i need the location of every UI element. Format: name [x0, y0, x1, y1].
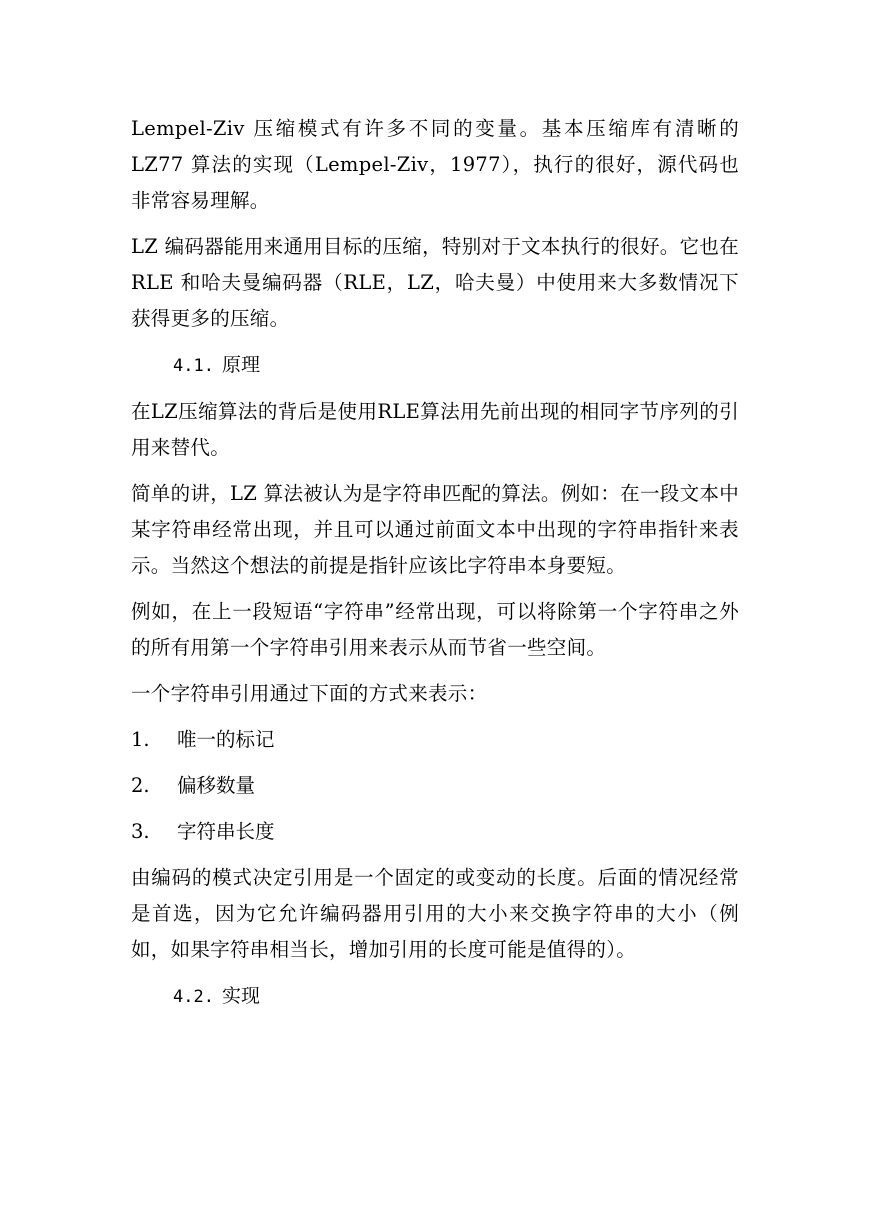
list-text: 字符串长度 [177, 820, 275, 843]
list-number: 2. [131, 774, 150, 797]
list-number: 1. [131, 728, 150, 751]
paragraph-intro-lempel-ziv: Lempel-Ziv 压缩模式有许多不同的变量。基本压缩库有清晰的 LZ77 算法的实现（Lempel-Ziv，1977），执行的很好，源代码也非常容易理解。 [131, 117, 739, 212]
list-text: 偏移数量 [177, 774, 256, 797]
section-heading-implementation [131, 978, 739, 1015]
section-number: 4.2. [173, 987, 214, 1007]
section-number: 4.1. [173, 356, 214, 376]
paragraph-string-matching: 简单的讲，LZ 算法被认为是字符串匹配的算法。例如：在一段文本中某字符串经常出现，并且可以通过前面文本中出现的字符串指针来表示。当然这个想法的前提是指针应该比字符串本身要短。 [131, 482, 739, 577]
paragraph-lz-encoder: LZ 编码器能用来通用目标的压缩，特别对于文本执行的很好。它也在 RLE 和哈夫曼编码器（RLE，LZ，哈夫曼）中使用来大多数情况下获得更多的压缩。 [131, 235, 739, 330]
paragraph-principle: 在LZ压缩算法的背后是使用RLE算法用先前出现的相同字节序列的引用来替代。 [131, 400, 739, 459]
section-title: 原理 [221, 354, 260, 376]
list-text: 唯一的标记 [177, 728, 275, 751]
list-item [131, 768, 739, 804]
list-item [131, 722, 739, 758]
paragraph-encoding-mode: 由编码的模式决定引用是一个固定的或变动的长度。后面的情况经常是首选，因为它允许编码器用引用的大小来交换字符串的大小（例如，如果字符串相当长，增加引用的长度可能是值得的）。 [131, 866, 739, 961]
document-body [131, 111, 739, 1025]
section-title: 实现 [221, 985, 260, 1007]
section-heading-principle [131, 347, 739, 384]
paragraph-reference-intro: 一个字符串引用通过下面的方式来表示： [131, 682, 488, 705]
list-number: 3. [131, 820, 150, 843]
paragraph-example: 例如，在上一段短语“字符串”经常出现，可以将除第一个字符串之外的所有用第一个字符串引用来表示从而节省一些空间。 [131, 600, 739, 659]
list-item [131, 814, 739, 850]
